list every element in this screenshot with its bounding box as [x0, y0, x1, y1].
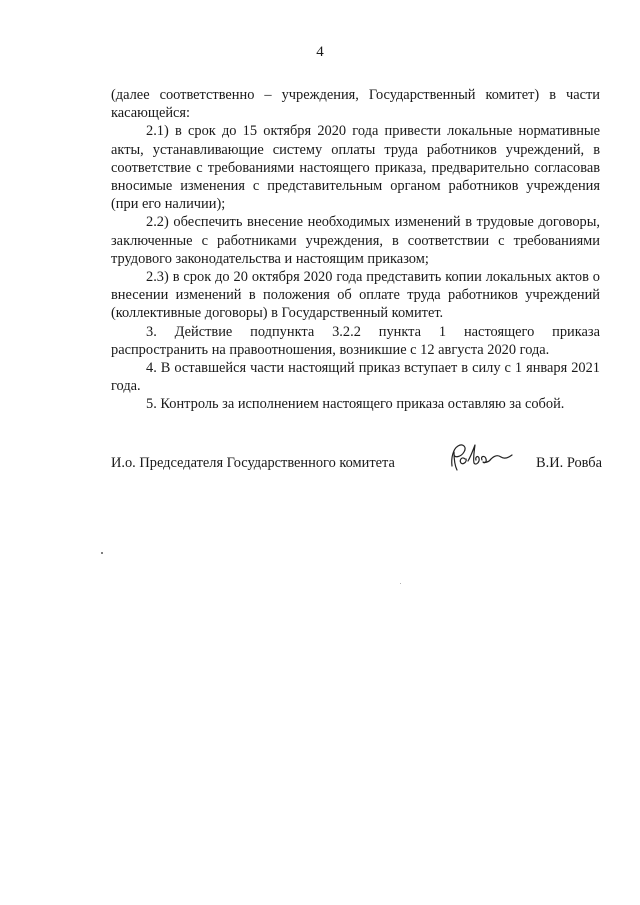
- scan-speck: [400, 583, 401, 584]
- page-number: 4: [316, 44, 324, 60]
- paragraph-5: 5. Контроль за исполнением настоящего приказа оставляю за собой.: [146, 396, 565, 413]
- signatory-name: В.И. Ровба: [536, 455, 602, 471]
- scan-speck: [101, 552, 103, 554]
- document-body: [111, 86, 600, 414]
- signature-block: [111, 446, 602, 486]
- paragraph-2-1: 2.1) в срок до 15 октября 2020 года привести локальные нормативные акты, устанавливающие систему оплаты труда работников учреждений, в соответствие с требованиями настоящего приказа, предварительно согласовав вносимые изменения с представительным органом работников учреждения (при его наличии);: [111, 123, 600, 213]
- signatory-title: И.о. Председателя Государственного комитета: [111, 455, 395, 471]
- paragraph-2-3: 2.3) в срок до 20 октября 2020 года представить копии локальных актов о внесении изменений в положения об оплате труда работников учреждений (коллективные договоры) в Государственный комитет.: [111, 269, 600, 322]
- paragraph-4: 4. В оставшейся части настоящий приказ вступает в силу с 1 января 2021 года.: [111, 360, 600, 395]
- paragraph-3: 3. Действие подпункта 3.2.2 пункта 1 настоящего приказа распространить на правоотношения, возникшие с 12 августа 2020 года.: [111, 323, 600, 358]
- paragraph-intro: (далее соответственно – учреждения, Государственный комитет) в части касающейся:: [111, 87, 600, 122]
- handwritten-signature: [446, 440, 516, 474]
- paragraph-2-2: 2.2) обеспечить внесение необходимых изменений в трудовые договоры, заключенные с работниками учреждения, в соответствии с требованиями трудового законодательства и настоящим приказом;: [111, 214, 600, 267]
